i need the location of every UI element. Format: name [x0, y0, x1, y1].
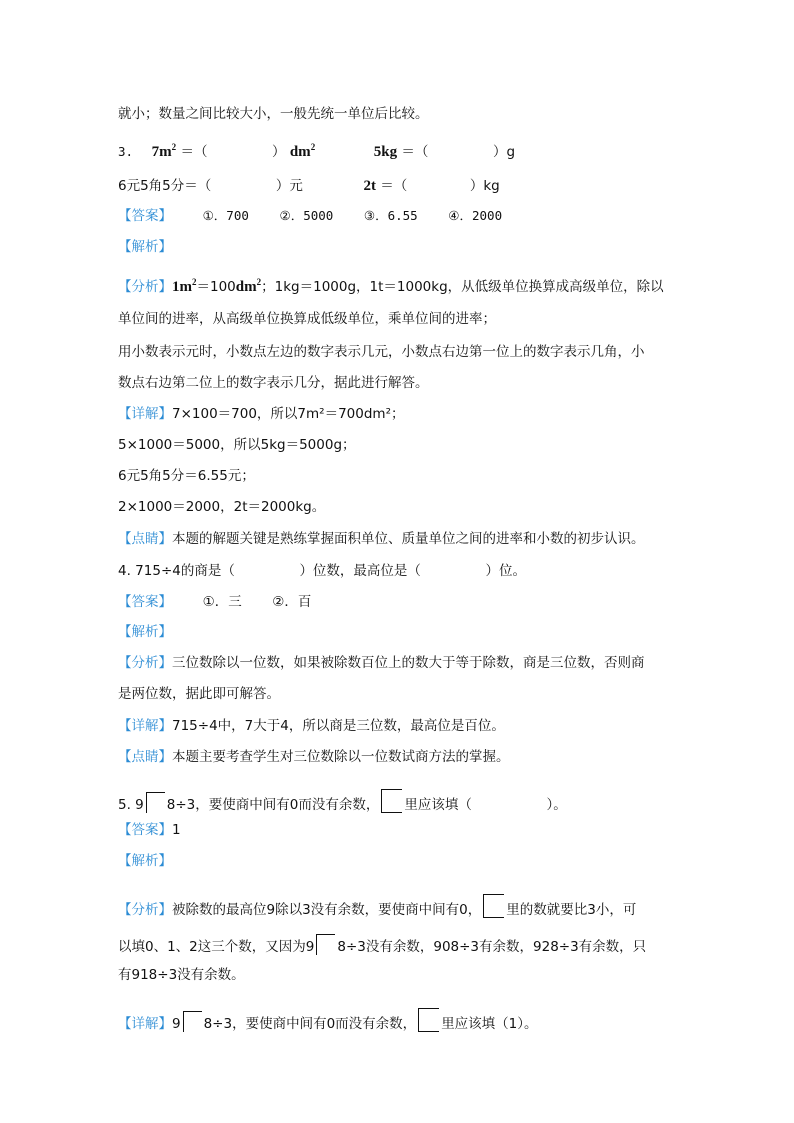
q3-yuan-close: ）元: [275, 178, 303, 194]
q3-analysis-tag: 【解析】: [118, 239, 172, 255]
q3-xiangjie-line1: [118, 404, 405, 424]
q3-fenxi-line2: 单位间的进率，从高级单位换算成低级单位，乘单位间的进率；: [118, 311, 496, 327]
q4-answer-1: ①．三: [202, 594, 242, 610]
q4-fenxi-tag: 【分析】: [118, 655, 172, 671]
q4-question-a: 4. 715÷4的商是（: [118, 563, 235, 579]
q4-question-c: ）位。: [485, 563, 527, 579]
q5-fenxi-2a: 以填0、1、2这三个数，又因为9: [118, 939, 315, 955]
q3-xiangjie-line2: 5×1000＝5000，所以5kg＝5000g；: [118, 437, 356, 453]
q4-dianjing-tag: 【点睛】: [118, 749, 172, 765]
q4-answer: [118, 592, 311, 612]
q3-answer: [118, 206, 502, 226]
q4-question: [118, 561, 526, 581]
q3-eq-a: ＝（: [180, 144, 208, 160]
q5-question-a: 5. 9: [118, 797, 144, 813]
q3-xiangjie-1: 7×100＝700，所以7m²＝700dm²；: [172, 406, 405, 422]
q5-question: [118, 789, 567, 815]
q3-close-b: ）g: [493, 144, 516, 160]
q5-analysis-tag: 【解析】: [118, 853, 172, 869]
q3-xiangjie-tag: 【详解】: [118, 406, 172, 422]
intro-text: 就小；数量之间比较大小，一般先统一单位后比较。: [118, 106, 429, 122]
q5-fenxi-line1: [118, 894, 636, 920]
q3-question-line2: [118, 176, 500, 196]
q3-yuan-text: 6元5角5分＝（: [118, 178, 212, 194]
q4-fenxi-line1: [118, 653, 645, 673]
q5-xiangjie-line: [118, 1008, 538, 1034]
q3-5kg: 5kg: [373, 144, 398, 160]
q3-dianjing-line: [118, 529, 645, 549]
q3-fenxi-dm2: $dm^2$: [235, 277, 262, 295]
q5-fenxi-box-1: [483, 894, 504, 918]
q3-close-d: ）kg: [469, 178, 500, 194]
q5-xiangjie-tag: 【详解】: [118, 1016, 172, 1032]
q5-fenxi-2b: 8÷3没有余数，908÷3有余数，928÷3有余数，只: [337, 939, 647, 955]
q3-xiangjie-line3: 6元5角5分＝6.55元；: [118, 468, 255, 484]
q3-answer-1: ①．700: [202, 208, 249, 223]
q3-fenxi-rest: ；1kg＝1000g，1t＝1000kg，从低级单位换算成高级单位，除以: [261, 279, 664, 295]
q5-answer-value: 1: [172, 822, 181, 838]
q3-fenxi-line4: 数点右边第二位上的数字表示几分，据此进行解答。: [118, 375, 429, 391]
q4-dianjing-line: [118, 747, 510, 767]
q3-xiangjie-line4: 2×1000＝2000，2t＝2000kg。: [118, 499, 326, 515]
q4-question-b: ）位数，最高位是（: [299, 563, 421, 579]
q5-fenxi-1a: 被除数的最高位9除以3没有余数，要使商中间有0，: [172, 902, 482, 918]
q5-fenxi-line2: [118, 934, 646, 957]
q4-fenxi-line2: 是两位数，据此即可解答。: [118, 686, 280, 702]
q4-xiangjie-tag: 【详解】: [118, 718, 172, 734]
q3-eq-b: ＝（: [401, 144, 429, 160]
q3-dianjing-tag: 【点睛】: [118, 531, 172, 547]
q4-dianjing-text: 本题主要考查学生对三位数除以一位数试商方法的掌握。: [172, 749, 510, 765]
q3-7m2: $7m^2$: [151, 142, 177, 160]
q4-xiangjie-line: [118, 716, 505, 736]
q3-fenxi-line1: [118, 277, 664, 297]
q5-xiangjie-a: 9: [172, 1016, 181, 1032]
q5-question-b: 8÷3，要使商中间有0而没有余数，: [166, 797, 380, 813]
q3-answer-2: ②．5000: [279, 208, 334, 223]
q5-blank-box-1: [146, 792, 165, 813]
q3-close-a: ）: [272, 144, 286, 160]
q3-answer-tag: 【答案】: [118, 208, 172, 224]
q3-answer-3: ③．6.55: [363, 208, 418, 223]
q3-eq-d: ＝（: [380, 178, 408, 194]
q5-question-c: 里应该填（: [404, 797, 472, 813]
q5-blank-box-2: [381, 789, 402, 813]
q3-number: 3.: [118, 144, 134, 159]
q5-fenxi-line3: 有918÷3没有余数。: [118, 967, 245, 983]
q5-answer-tag: 【答案】: [118, 822, 172, 838]
q4-answer-tag: 【答案】: [118, 594, 172, 610]
q3-answer-4: ④．2000: [448, 208, 503, 223]
q4-analysis-tag: 【解析】: [118, 624, 172, 640]
q5-xiangjie-box-2: [418, 1008, 439, 1032]
q3-2t: 2t: [363, 178, 376, 194]
q5-xiangjie-b: 8÷3，要使商中间有0而没有余数，: [203, 1016, 417, 1032]
q5-question-d: ）。: [546, 797, 567, 813]
q5-answer: [118, 820, 181, 840]
q3-dm2: $dm^2$: [289, 142, 316, 160]
q4-answer-2: ②．百: [272, 594, 312, 610]
q3-fenxi-eq: ＝100: [196, 279, 236, 295]
q4-fenxi-1: 三位数除以一位数，如果被除数百位上的数大于等于除数，商是三位数，否则商: [172, 655, 645, 671]
q4-xiangjie-text: 715÷4中，7大于4，所以商是三位数，最高位是百位。: [172, 718, 505, 734]
q5-fenxi-tag: 【分析】: [118, 902, 172, 918]
q5-xiangjie-c: 里应该填（1）。: [441, 1016, 538, 1032]
q5-xiangjie-box-1: [183, 1011, 202, 1032]
q3-fenxi-1m2: $1m^2$: [172, 277, 197, 295]
q3-fenxi-line3: 用小数表示元时，小数点左边的数字表示几元，小数点右边第一位上的数字表示几角，小: [118, 344, 645, 360]
q5-fenxi-box-2: [316, 934, 335, 955]
q5-fenxi-1b: 里的数就要比3小，可: [506, 902, 637, 918]
q3-fenxi-tag: 【分析】: [118, 279, 172, 295]
q3-dianjing-text: 本题的解题关键是熟练掌握面积单位、质量单位之间的进率和小数的初步认识。: [172, 531, 645, 547]
q3-question-line1: [118, 142, 515, 162]
